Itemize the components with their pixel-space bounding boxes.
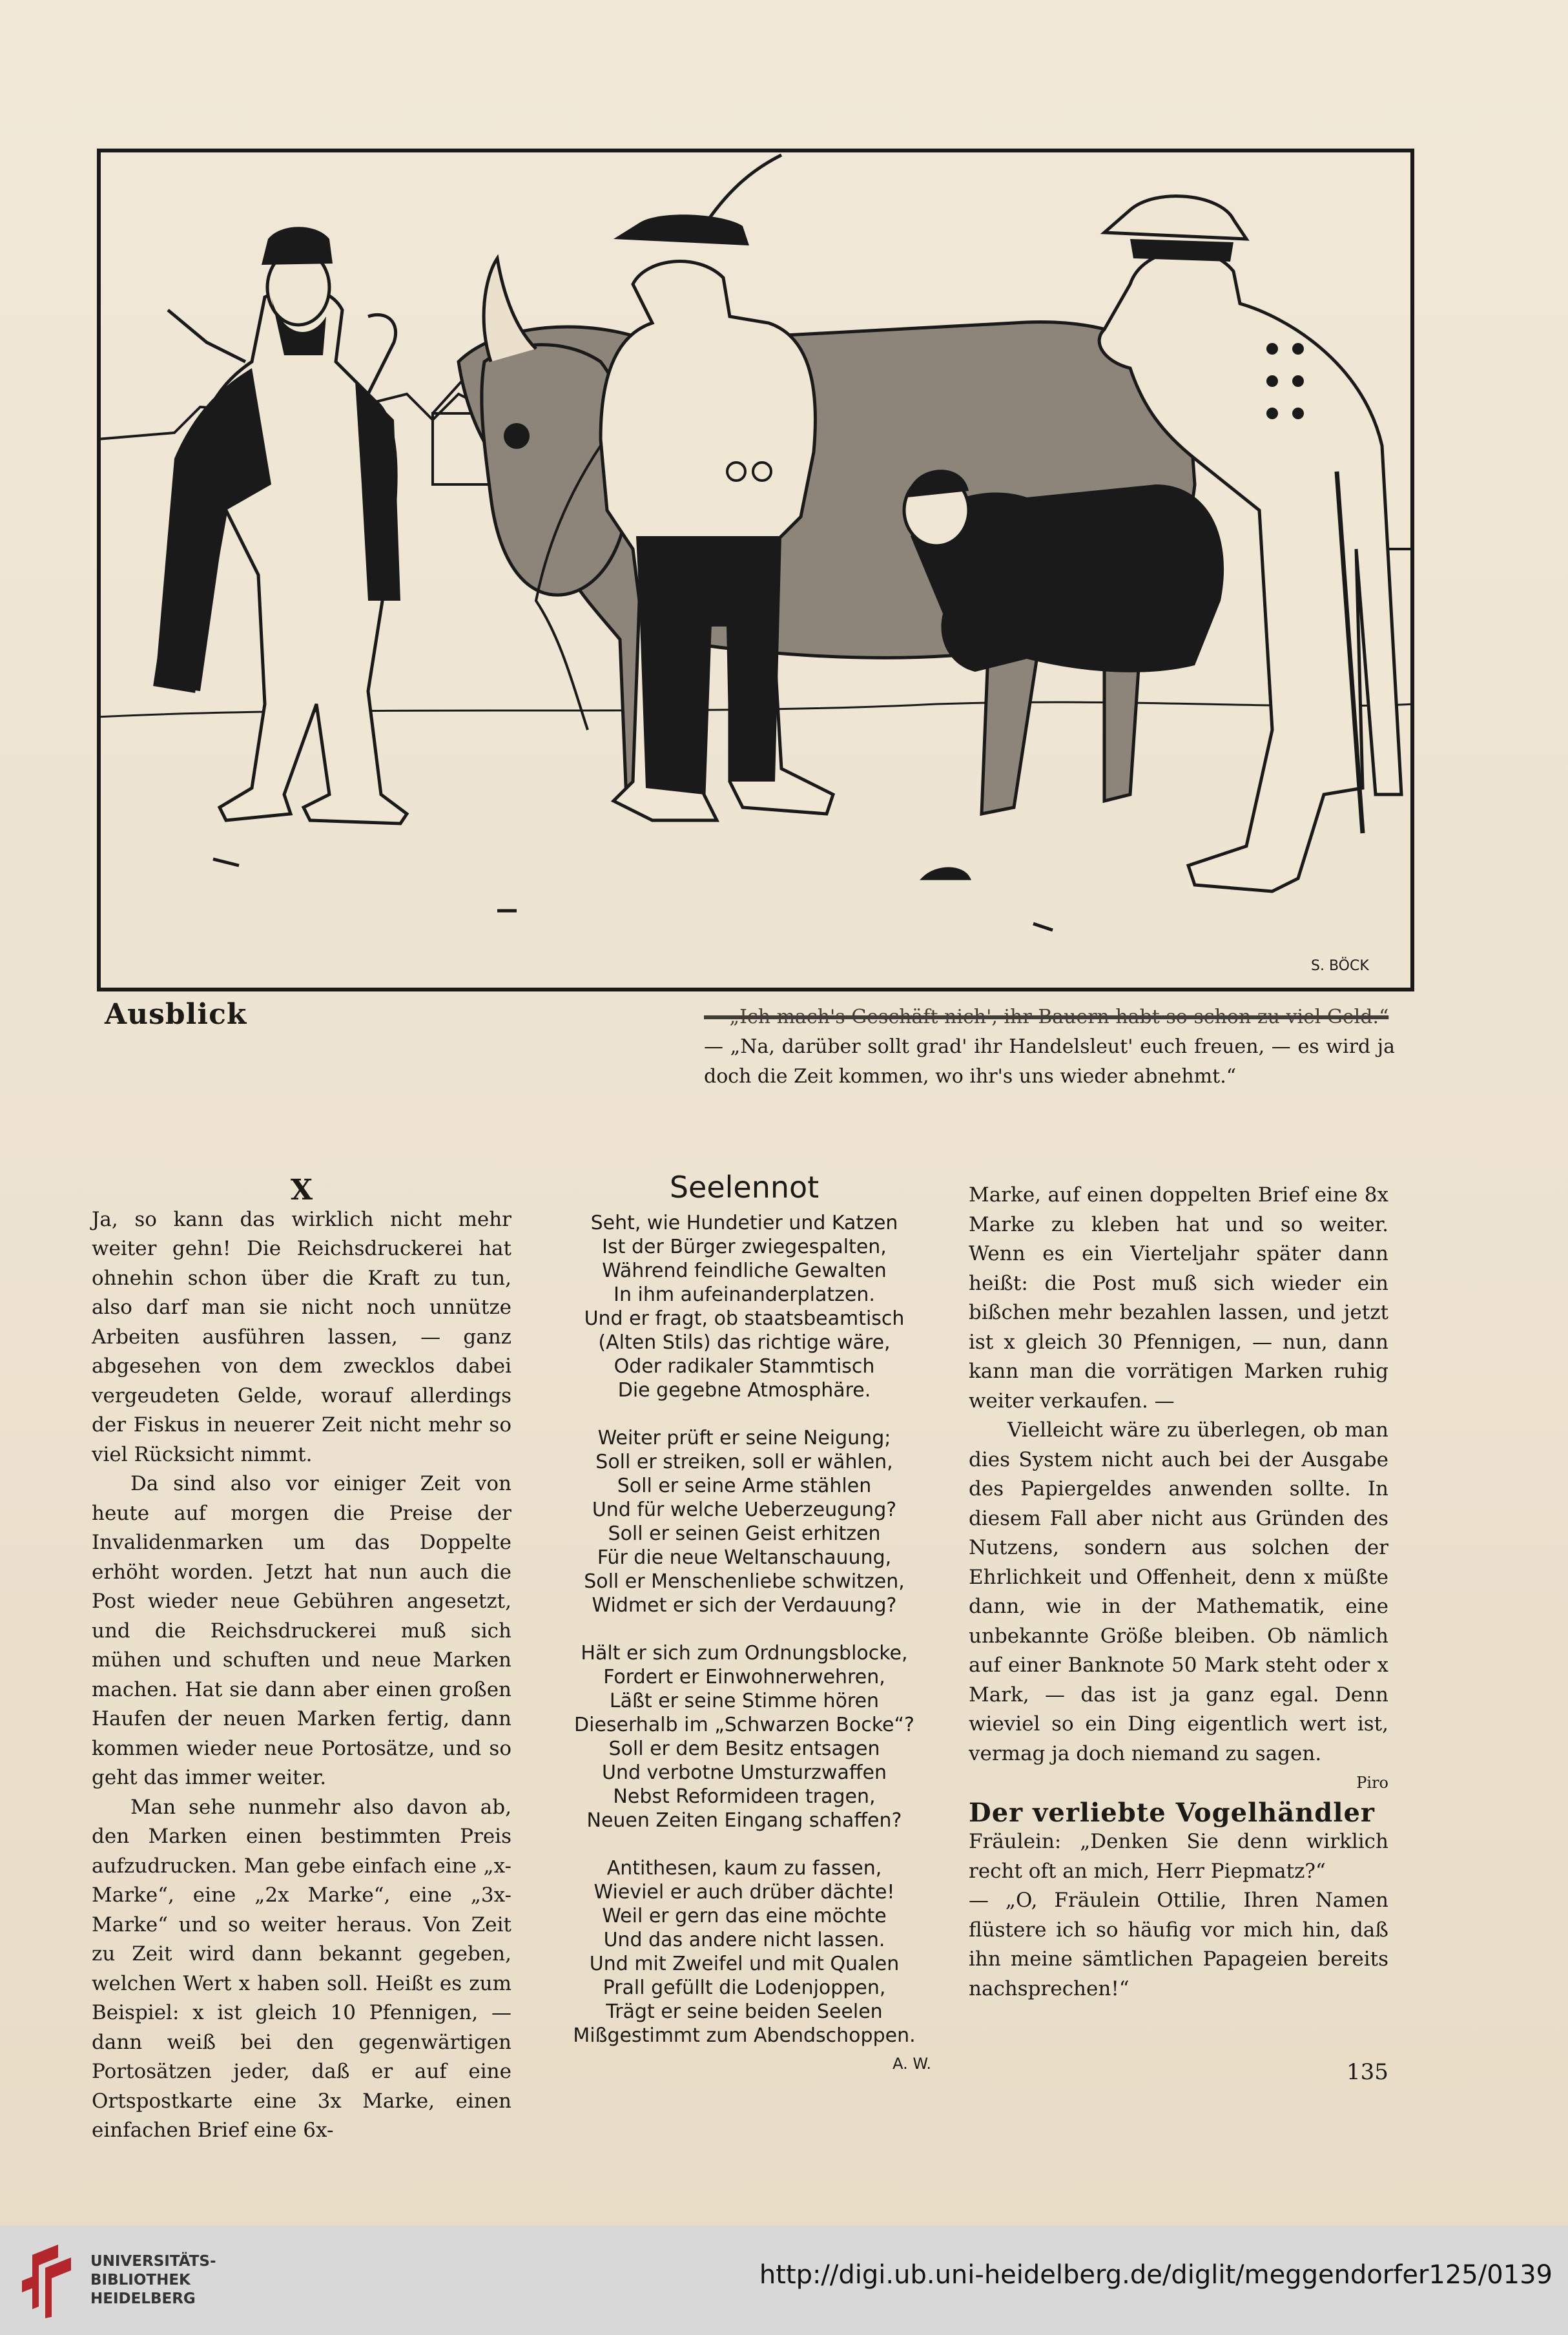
poem-line: Und mit Zweifel und mit Qualen bbox=[589, 1953, 900, 1975]
poem-line: Widmet er sich der Verdauung? bbox=[592, 1594, 897, 1617]
caption-answer-line: — „Na, darüber sollt grad' ihr Handelsleut' euch freuen, — es wird ja doch die Zeit kommen, wo ihr's uns wieder abnehmt.“ bbox=[704, 1035, 1395, 1088]
poem-line: Und das andere nicht lassen. bbox=[603, 1929, 885, 1951]
poem-line: Und verbotne Umsturzwaffen bbox=[602, 1761, 887, 1784]
article-paragraph: Vielleicht wäre zu überlegen, ob man dies System nicht auch bei der Ausgabe des Papiergeldes anwenden sollte. In diesem Fall aber nicht aus Gründen des Nutzens, sondern aus solchen der Ehrlichkeit und Offenheit, denn x müßte dann, wie in der Mathematik, eine unbekannte Größe bleiben. Ob nämlich auf einer Banknote 50 Mark steht oder x Mark, — das ist ja ganz egal. Denn wieviel so ein Ding eigentlich wert ist, vermag ja doch niemand zu sagen. bbox=[969, 1418, 1388, 1765]
article-paragraph: Marke, auf einen doppelten Brief eine 8x Marke zu kleben hat und so weiter. Wenn es ein Vierteljahr später dann heißt: die Post muß sich wieder ein bißchen mehr bezahlen lassen, und jetzt ist x gleich 30 Pfennigen, — nun, dann kann man die vorrätigen Marken ruhig weiter verkaufen. — bbox=[969, 1183, 1388, 1413]
poem-line: Seht, wie Hundetier und Katzen bbox=[590, 1212, 898, 1234]
article-heading: X bbox=[290, 1174, 313, 1207]
poem-line: Ist der Bürger zwiegespalten, bbox=[602, 1236, 887, 1258]
poem-line: Hält er sich zum Ordnungsblocke, bbox=[581, 1642, 908, 1665]
poem-line: In ihm aufeinanderplatzen. bbox=[614, 1283, 875, 1306]
caption-title: Ausblick bbox=[105, 998, 247, 1031]
poem-line: Trägt er seine beiden Seelen bbox=[606, 2000, 883, 2023]
poem-stanza bbox=[552, 1856, 936, 2048]
column-article-continued bbox=[969, 1181, 1388, 2004]
poem-line: Soll er dem Besitz entsagen bbox=[608, 1738, 880, 1760]
poem-line: Für die neue Weltanschauung, bbox=[597, 1546, 892, 1569]
poem-line: Neuen Zeiten Eingang schaffen? bbox=[586, 1809, 902, 1832]
institution-line: BIBLIOTHEK bbox=[90, 2272, 191, 2288]
poem-line: Soll er Menschenliebe schwitzen, bbox=[584, 1570, 905, 1593]
poem-line: Und er fragt, ob staatsbeamtisch bbox=[584, 1307, 905, 1330]
poem-line: Und für welche Ueberzeugung? bbox=[592, 1499, 897, 1521]
poem-line: Soll er seine Arme stählen bbox=[617, 1475, 872, 1497]
poem-line: Antithesen, kaum zu fassen, bbox=[606, 1857, 882, 1880]
poem-line: Prall gefüllt die Lodenjoppen, bbox=[603, 1977, 886, 1999]
poem-line: Wieviel er auch drüber dächte! bbox=[593, 1881, 895, 1904]
poem-line: Weil er gern das eine möchte bbox=[602, 1905, 887, 1927]
poem-stanza bbox=[552, 1426, 936, 1617]
poem-line: Fordert er Einwohnerwehren, bbox=[603, 1666, 885, 1688]
article-signature: Piro bbox=[1356, 1774, 1388, 1792]
poem-stanza bbox=[552, 1211, 936, 1402]
poem-line: Die gegebne Atmosphäre. bbox=[617, 1379, 871, 1402]
article-paragraph: Ja, so kann das wirklich nicht mehr weiter gehn! Die Reichsdruckerei hat ohnehin schon über die Kraft zu tun, also darf man sie nicht noch unnütze Arbeiten ausführen lassen, — ganz abgesehen von dem zwecklos dabei vergeudeten Gelde, worauf allerdings der Fiskus in neuerer Zeit nicht mehr so viel Rücksicht nimmt. bbox=[92, 1207, 511, 1466]
poem-title: Seelennot bbox=[669, 1170, 820, 1205]
cartoon-illustration bbox=[97, 149, 1414, 991]
dialogue-line: Fräulein: „Denken Sie denn wirklich recht oft an mich, Herr Piepmatz?“ bbox=[969, 1830, 1388, 1883]
article-paragraph: Da sind also vor einiger Zeit von heute auf morgen die Preise der Invalidenmarken um das Doppelte erhöht worden. Jetzt hat nun auch die Post wieder neue Gebühren angesetzt, und die Reichsdruckerei muß sich mühen und schuften und neue Marken machen. Hat sie dann aber einen großen Haufen der neuen Marken fertig, dann kommen wieder neue Portosätze, und so geht das immer weiter. bbox=[92, 1472, 511, 1789]
poem-line: (Alten Stils) das richtige wäre, bbox=[598, 1331, 891, 1354]
permalink-url[interactable]: http://digi.ub.uni-heidelberg.de/diglit/meggendorfer125/0139 bbox=[759, 2260, 1553, 2290]
poem-signature: A. W. bbox=[892, 2055, 931, 2073]
poem-line: Dieserhalb im „Schwarzen Bocke“? bbox=[574, 1714, 914, 1736]
section-title: Der verliebte Vogelhändler bbox=[969, 1797, 1375, 1828]
poem-line: Nebst Reformideen tragen, bbox=[613, 1785, 876, 1808]
poem-line: Soll er streiken, soll er wählen, bbox=[595, 1451, 893, 1473]
article-paragraph: Man sehe nunmehr also davon ab, den Marken einen bestimmten Preis aufzudrucken. Man gebe einfach eine „x-Marke“, eine „2x Marke“, eine „3x-Marke“ und so weiter heraus. Von Zeit zu Zeit wird dann bekannt gegeben, welchen Wert x haben soll. Heißt es zum Beispiel: x ist gleich 10 Pfennigen, — dann weiß bei den gegenwärtigen Portosätzen jeder, daß er auf eine Ortspostkarte eine 3x Marke, einen einfachen Brief eine 6x- bbox=[92, 1795, 511, 2142]
caption-struck-line: — „Ich mach's Geschäft nich', ihr Bauern habt so schon zu viel Geld.“ bbox=[704, 1006, 1389, 1028]
poem-line: Soll er seinen Geist erhitzen bbox=[608, 1522, 881, 1545]
poem-line: Oder radikaler Stammtisch bbox=[614, 1355, 875, 1378]
column-poem bbox=[552, 1170, 936, 2076]
caption-dialogue bbox=[704, 1002, 1395, 1092]
poem-line: Läßt er seine Stimme hören bbox=[609, 1690, 880, 1712]
page-number: 135 bbox=[1346, 2059, 1388, 2085]
dialogue-line: — „O, Fräulein Ottilie, Ihren Namen flüstere ich so häufig vor mich hin, daß ihn meine sämtlichen Papageien bereits nachsprechen!“ bbox=[969, 1889, 1388, 2000]
library-footer bbox=[0, 2225, 1568, 2335]
institution-name bbox=[90, 2252, 216, 2309]
artist-signature: S. BÖCK bbox=[1311, 958, 1369, 974]
poem-line: Mißgestimmt zum Abendschoppen. bbox=[573, 2024, 916, 2047]
institution-line: UNIVERSITÄTS- bbox=[90, 2253, 216, 2270]
column-article-x bbox=[92, 1176, 511, 2146]
cartoon-drawing bbox=[97, 149, 1414, 991]
institution-line: HEIDELBERG bbox=[90, 2290, 196, 2307]
poem-line: Weiter prüft er seine Neigung; bbox=[597, 1427, 891, 1449]
library-logo-icon bbox=[19, 2242, 81, 2318]
poem-line: Während feindliche Gewalten bbox=[602, 1260, 887, 1282]
poem-stanza bbox=[552, 1641, 936, 1832]
